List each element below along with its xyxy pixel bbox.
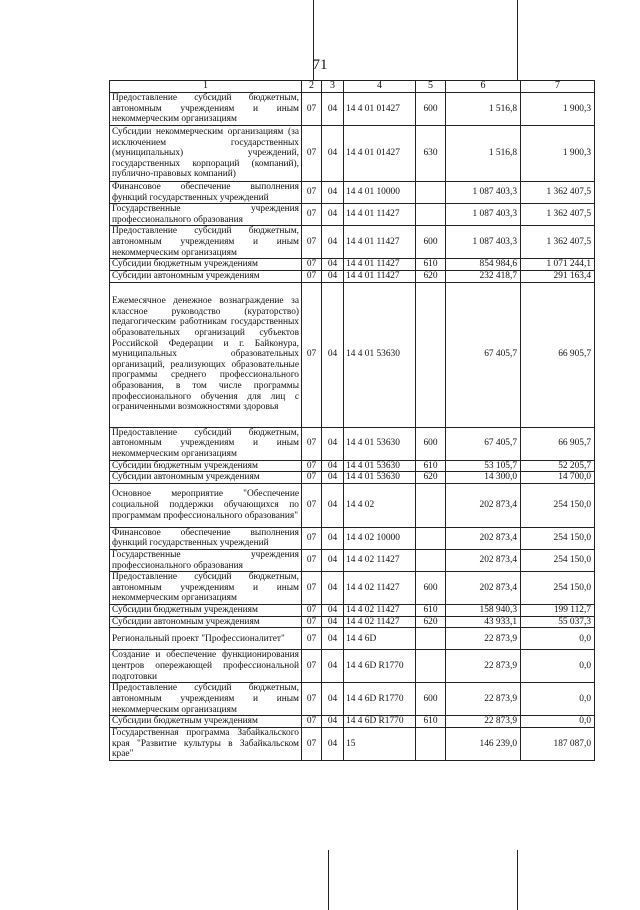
amount-current: 202 873,4 xyxy=(446,527,521,549)
table-row xyxy=(110,727,595,760)
amount-current: 146 239,0 xyxy=(446,727,521,760)
section-code: 07 xyxy=(302,460,322,472)
table-row xyxy=(110,259,595,271)
amount-next: 0,0 xyxy=(521,650,595,683)
amount-current: 1 087 403,3 xyxy=(446,204,521,226)
row-name: Субсидии бюджетным учреждениям xyxy=(110,460,302,472)
amount-next: 0,0 xyxy=(521,628,595,650)
section-code: 07 xyxy=(302,483,322,527)
amount-current: 202 873,4 xyxy=(446,483,521,527)
column-header: 2 xyxy=(302,81,322,93)
section-code: 07 xyxy=(302,628,322,650)
target-article: 14 4 6D R1770 xyxy=(344,650,416,683)
amount-current: 22 873,9 xyxy=(446,683,521,716)
expense-type xyxy=(416,282,446,427)
target-article: 14 4 01 53630 xyxy=(344,472,416,484)
section-code: 07 xyxy=(302,126,322,182)
row-name: Предоставление субсидий бюджетным, автономным учреждениям и иным некоммерческим организациям xyxy=(110,93,302,126)
section-code: 07 xyxy=(302,427,322,460)
expense-type xyxy=(416,204,446,226)
section-code: 07 xyxy=(302,716,322,728)
expense-type: 620 xyxy=(416,472,446,484)
target-article: 15 xyxy=(344,727,416,760)
budget-allocation-table xyxy=(109,80,595,761)
table-header-row xyxy=(110,81,595,93)
amount-current: 14 300,0 xyxy=(446,472,521,484)
amount-next: 199 112,7 xyxy=(521,605,595,617)
row-name: Субсидии бюджетным учреждениям xyxy=(110,716,302,728)
scan-artifact-line xyxy=(328,850,329,910)
section-code: 07 xyxy=(302,650,322,683)
amount-current: 22 873,9 xyxy=(446,716,521,728)
table-row xyxy=(110,427,595,460)
amount-current: 1 087 403,3 xyxy=(446,226,521,259)
expense-type xyxy=(416,549,446,571)
amount-current: 67 405,7 xyxy=(446,427,521,460)
amount-next: 14 700,0 xyxy=(521,472,595,484)
row-name: Субсидии автономным учреждениям xyxy=(110,270,302,282)
amount-current: 232 418,7 xyxy=(446,270,521,282)
target-article: 14 4 01 11427 xyxy=(344,204,416,226)
table-row xyxy=(110,204,595,226)
target-article: 14 4 6D xyxy=(344,628,416,650)
amount-next: 52 205,7 xyxy=(521,460,595,472)
target-article: 14 4 01 10000 xyxy=(344,182,416,204)
section-code: 07 xyxy=(302,270,322,282)
target-article: 14 4 01 01427 xyxy=(344,126,416,182)
section-code: 07 xyxy=(302,282,322,427)
row-name: Государственные учреждения профессионального образования xyxy=(110,204,302,226)
expense-type: 600 xyxy=(416,572,446,605)
amount-current: 1 087 403,3 xyxy=(446,182,521,204)
row-name: Субсидии автономным учреждениям xyxy=(110,472,302,484)
expense-type xyxy=(416,650,446,683)
subsection-code: 04 xyxy=(322,204,344,226)
subsection-code: 04 xyxy=(322,549,344,571)
row-name: Предоставление субсидий бюджетным, автономным учреждениям и иным некоммерческим организациям xyxy=(110,572,302,605)
target-article: 14 4 01 11427 xyxy=(344,259,416,271)
row-name: Субсидии бюджетным учреждениям xyxy=(110,259,302,271)
row-name: Субсидии бюджетным учреждениям xyxy=(110,605,302,617)
subsection-code: 04 xyxy=(322,628,344,650)
expense-type xyxy=(416,483,446,527)
table-row xyxy=(110,93,595,126)
table-row xyxy=(110,650,595,683)
subsection-code: 04 xyxy=(322,616,344,628)
target-article: 14 4 6D R1770 xyxy=(344,683,416,716)
subsection-code: 04 xyxy=(322,460,344,472)
target-article: 14 4 02 11427 xyxy=(344,549,416,571)
row-name: Ежемесячное денежное вознаграждение за классное руководство (кураторство) педагогическим работникам государственных образовательных организаций субъектов Российской Федерации и г. Байконура, муниципальных образовательных организаций, реализующих образовательные программы среднего профессионального образования, в том числе программы профессионального обучения для лиц с ограниченными возможностями здоровья xyxy=(110,282,302,427)
amount-next: 1 362 407,5 xyxy=(521,226,595,259)
section-code: 07 xyxy=(302,259,322,271)
amount-next: 1 362 407,5 xyxy=(521,182,595,204)
column-header: 7 xyxy=(521,81,595,93)
row-name: Субсидии некоммерческим организациям (за исключением государственных (муниципальных) учреждений, государственных корпораций (компаний), публично-правовых компаний) xyxy=(110,126,302,182)
amount-next: 0,0 xyxy=(521,683,595,716)
subsection-code: 04 xyxy=(322,226,344,259)
amount-next: 55 037,3 xyxy=(521,616,595,628)
subsection-code: 04 xyxy=(322,605,344,617)
amount-current: 43 933,1 xyxy=(446,616,521,628)
expense-type: 600 xyxy=(416,226,446,259)
row-name: Предоставление субсидий бюджетным, автономным учреждениям и иным некоммерческим организациям xyxy=(110,226,302,259)
row-name: Основное мероприятие "Обеспечение социальной поддержки обучающихся по программам профессионального образования" xyxy=(110,483,302,527)
section-code: 07 xyxy=(302,572,322,605)
section-code: 07 xyxy=(302,93,322,126)
expense-type xyxy=(416,727,446,760)
section-code: 07 xyxy=(302,727,322,760)
page-number: 71 xyxy=(312,57,328,73)
target-article: 14 4 02 11427 xyxy=(344,616,416,628)
amount-next: 0,0 xyxy=(521,716,595,728)
amount-current: 1 516,8 xyxy=(446,126,521,182)
expense-type: 600 xyxy=(416,427,446,460)
scan-artifact-line xyxy=(517,850,518,910)
section-code: 07 xyxy=(302,527,322,549)
target-article: 14 4 01 53630 xyxy=(344,427,416,460)
subsection-code: 04 xyxy=(322,683,344,716)
table-row xyxy=(110,716,595,728)
column-header: 1 xyxy=(110,81,302,93)
amount-next: 254 150,0 xyxy=(521,527,595,549)
subsection-code: 04 xyxy=(322,527,344,549)
amount-next: 1 900,3 xyxy=(521,93,595,126)
amount-current: 1 516,8 xyxy=(446,93,521,126)
subsection-code: 04 xyxy=(322,259,344,271)
column-header: 5 xyxy=(416,81,446,93)
expense-type xyxy=(416,628,446,650)
target-article: 14 4 02 11427 xyxy=(344,572,416,605)
expense-type: 620 xyxy=(416,270,446,282)
amount-next: 1 071 244,1 xyxy=(521,259,595,271)
table-row xyxy=(110,226,595,259)
amount-current: 202 873,4 xyxy=(446,549,521,571)
expense-type: 610 xyxy=(416,716,446,728)
subsection-code: 04 xyxy=(322,126,344,182)
subsection-code: 04 xyxy=(322,270,344,282)
expense-type: 610 xyxy=(416,259,446,271)
expense-type: 610 xyxy=(416,605,446,617)
section-code: 07 xyxy=(302,605,322,617)
row-name: Региональный проект "Профессионалитет" xyxy=(110,628,302,650)
amount-next: 187 087,0 xyxy=(521,727,595,760)
expense-type xyxy=(416,527,446,549)
amount-next: 1 362 407,5 xyxy=(521,204,595,226)
amount-current: 158 940,3 xyxy=(446,605,521,617)
target-article: 14 4 01 01427 xyxy=(344,93,416,126)
target-article: 14 4 6D R1770 xyxy=(344,716,416,728)
row-name: Предоставление субсидий бюджетным, автономным учреждениям и иным некоммерческим организациям xyxy=(110,683,302,716)
section-code: 07 xyxy=(302,204,322,226)
table-row xyxy=(110,683,595,716)
target-article: 14 4 02 xyxy=(344,483,416,527)
target-article: 14 4 01 53630 xyxy=(344,460,416,472)
expense-type: 610 xyxy=(416,460,446,472)
section-code: 07 xyxy=(302,182,322,204)
subsection-code: 04 xyxy=(322,282,344,427)
section-code: 07 xyxy=(302,683,322,716)
column-header: 4 xyxy=(344,81,416,93)
subsection-code: 04 xyxy=(322,650,344,683)
row-name: Государственные учреждения профессионального образования xyxy=(110,549,302,571)
table-row xyxy=(110,572,595,605)
amount-current: 202 873,4 xyxy=(446,572,521,605)
amount-next: 1 900,3 xyxy=(521,126,595,182)
table-row xyxy=(110,182,595,204)
target-article: 14 4 01 53630 xyxy=(344,282,416,427)
section-code: 07 xyxy=(302,226,322,259)
amount-next: 291 163,4 xyxy=(521,270,595,282)
table-row xyxy=(110,616,595,628)
subsection-code: 04 xyxy=(322,427,344,460)
target-article: 14 4 02 11427 xyxy=(344,605,416,617)
section-code: 07 xyxy=(302,549,322,571)
amount-next: 254 150,0 xyxy=(521,572,595,605)
subsection-code: 04 xyxy=(322,93,344,126)
column-header: 6 xyxy=(446,81,521,93)
expense-type: 620 xyxy=(416,616,446,628)
amount-current: 22 873,9 xyxy=(446,650,521,683)
section-code: 07 xyxy=(302,616,322,628)
target-article: 14 4 02 10000 xyxy=(344,527,416,549)
row-name: Финансовое обеспечение выполнения функций государственных учреждений xyxy=(110,527,302,549)
subsection-code: 04 xyxy=(322,182,344,204)
table-row xyxy=(110,605,595,617)
subsection-code: 04 xyxy=(322,472,344,484)
expense-type: 630 xyxy=(416,126,446,182)
amount-current: 53 105,7 xyxy=(446,460,521,472)
column-header: 3 xyxy=(322,81,344,93)
table-row xyxy=(110,460,595,472)
subsection-code: 04 xyxy=(322,727,344,760)
table-row xyxy=(110,472,595,484)
amount-next: 254 150,0 xyxy=(521,483,595,527)
table-row xyxy=(110,628,595,650)
subsection-code: 04 xyxy=(322,572,344,605)
section-code: 07 xyxy=(302,472,322,484)
amount-next: 66 905,7 xyxy=(521,282,595,427)
amount-current: 22 873,9 xyxy=(446,628,521,650)
amount-next: 254 150,0 xyxy=(521,549,595,571)
table-row xyxy=(110,126,595,182)
table-row xyxy=(110,549,595,571)
table-row xyxy=(110,282,595,427)
row-name: Предоставление субсидий бюджетным, автономным учреждениям и иным некоммерческим организациям xyxy=(110,427,302,460)
amount-current: 854 984,6 xyxy=(446,259,521,271)
amount-next: 66 905,7 xyxy=(521,427,595,460)
row-name: Финансовое обеспечение выполнения функций государственных учреждений xyxy=(110,182,302,204)
table-row xyxy=(110,270,595,282)
row-name: Государственная программа Забайкальского края "Развитие культуры в Забайкальском крае" xyxy=(110,727,302,760)
table-row xyxy=(110,527,595,549)
target-article: 14 4 01 11427 xyxy=(344,226,416,259)
subsection-code: 04 xyxy=(322,483,344,527)
expense-type: 600 xyxy=(416,93,446,126)
table-row xyxy=(110,483,595,527)
expense-type: 600 xyxy=(416,683,446,716)
amount-current: 67 405,7 xyxy=(446,282,521,427)
target-article: 14 4 01 11427 xyxy=(344,270,416,282)
expense-type xyxy=(416,182,446,204)
subsection-code: 04 xyxy=(322,716,344,728)
row-name: Субсидии автономным учреждениям xyxy=(110,616,302,628)
row-name: Создание и обеспечение функционирования центров опережающей профессиональной подготовки xyxy=(110,650,302,683)
